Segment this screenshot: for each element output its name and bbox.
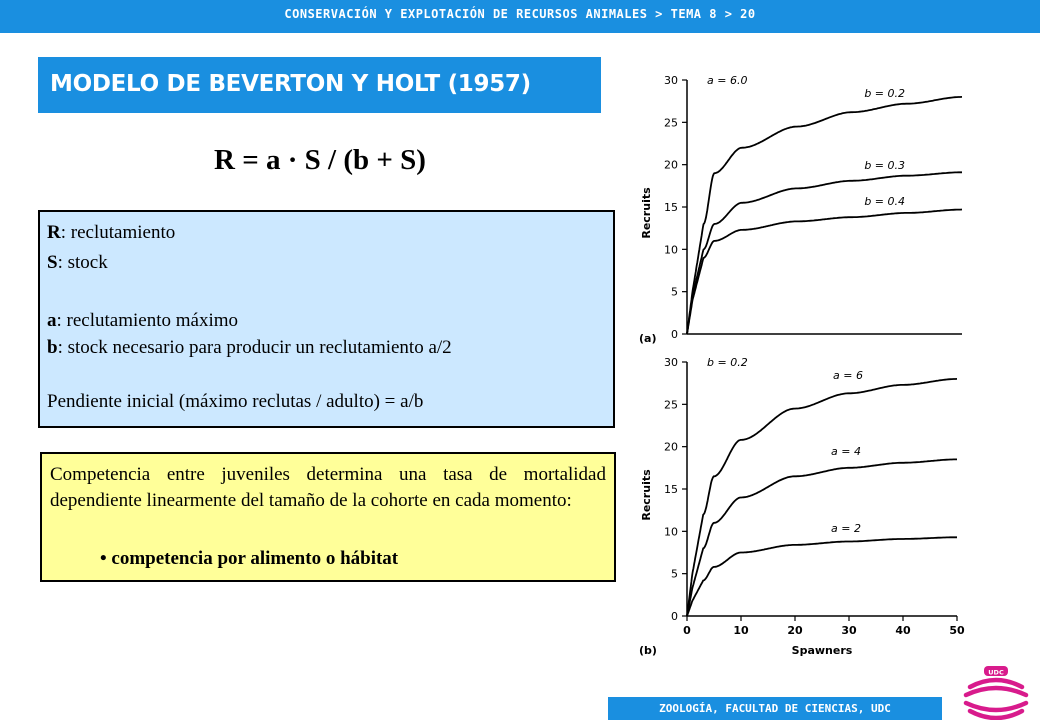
definition-b xyxy=(47,337,452,359)
definition-r-text: : reclutamiento xyxy=(60,222,176,243)
chart-b-ytick-label: 30 xyxy=(664,356,678,369)
chart-b-xtick-label: 20 xyxy=(787,624,803,637)
definition-slope: Pendiente inicial (máximo reclutas / adulto) = a/b xyxy=(47,391,424,412)
chart-a-ytick-label: 5 xyxy=(671,285,678,299)
chart-a-ytick-label: 0 xyxy=(671,328,678,341)
chart-a-ylabel: Recruits xyxy=(640,187,653,239)
definition-r xyxy=(47,222,175,244)
chart-b-xtick-label: 10 xyxy=(733,624,749,637)
chart-b-ylabel: Recruits xyxy=(640,469,653,521)
footer: ZOOLOGÍA, FACULTAD DE CIENCIAS, UDC xyxy=(608,697,942,720)
chart-a-ytick-label: 10 xyxy=(664,243,678,257)
chart-a-ytick-label: 20 xyxy=(664,158,678,172)
chart-b-series-label: a = 2 xyxy=(831,522,861,535)
chart-b-series-label: a = 6 xyxy=(833,369,863,382)
chart-a-series-label: b = 0.3 xyxy=(864,159,905,172)
definition-s-text: : stock xyxy=(57,252,108,273)
chart-b-series-line xyxy=(687,459,957,616)
university-logo xyxy=(960,660,1032,720)
chart-a-ytick-label: 15 xyxy=(664,201,678,214)
chart-b-ytick-label: 25 xyxy=(664,398,678,412)
chart-b-xlabel: Spawners xyxy=(791,644,853,657)
chart-a-series-line xyxy=(687,172,962,334)
definition-a xyxy=(47,310,238,332)
chart-a-panel-label: (a) xyxy=(639,332,657,345)
chart-a-ytick-label: 25 xyxy=(664,116,678,130)
beverton-holt-charts xyxy=(625,58,970,658)
chart-a-series-line xyxy=(687,97,962,334)
symbol-a: a xyxy=(47,310,57,331)
competition-bullet: • competencia por alimento o hábitat xyxy=(100,548,399,569)
title-banner xyxy=(38,57,601,113)
chart-b-ytick-label: 10 xyxy=(664,525,678,539)
chart-a-series-label: b = 0.4 xyxy=(864,195,905,208)
chart-b-xtick-label: 50 xyxy=(949,624,965,637)
definition-b-text: : stock necesario para producir un reclutamiento a/2 xyxy=(57,337,452,358)
definition-s xyxy=(47,252,108,274)
header-breadcrumb: CONSERVACIÓN Y EXPLOTACIÓN DE RECURSOS ANIMALES > TEMA 8 > 20 xyxy=(0,0,1040,33)
chart-b-ytick-label: 15 xyxy=(664,483,678,496)
symbol-r: R xyxy=(47,222,61,243)
chart-b-annotation: b = 0.2 xyxy=(707,356,748,369)
chart-b-xtick-label: 30 xyxy=(841,624,857,637)
competition-box xyxy=(40,452,616,582)
competition-text: Competencia entre juveniles determina una tasa de mortalidad dependiente linearmente del tamaño de la cohorte en cada momento: xyxy=(50,464,606,511)
definitions-box xyxy=(38,210,615,428)
chart-b-xtick-label: 0 xyxy=(683,624,691,637)
symbol-b: b xyxy=(47,337,58,358)
chart-a-series-line xyxy=(687,210,962,335)
chart-b-xtick-label: 40 xyxy=(895,624,911,637)
chart-a-annotation: a = 6.0 xyxy=(707,74,748,87)
chart-b-ytick-label: 20 xyxy=(664,440,678,454)
symbol-s: S xyxy=(47,252,58,273)
chart-b-ytick-label: 0 xyxy=(671,610,678,623)
page-title: MODELO DE BEVERTON Y HOLT (1957) xyxy=(50,71,531,97)
chart-b-series-line xyxy=(687,537,957,616)
definition-a-text: : reclutamiento máximo xyxy=(56,310,239,331)
chart-a-series-label: b = 0.2 xyxy=(864,87,905,100)
chart-b-ytick-label: 5 xyxy=(671,567,678,581)
chart-b-series-label: a = 4 xyxy=(831,445,861,458)
logo-text: UDC xyxy=(988,668,1004,677)
chart-b-panel-label: (b) xyxy=(639,644,657,657)
chart-b-series-line xyxy=(687,379,957,616)
formula: R = a · S / (b + S) xyxy=(214,144,426,176)
chart-a-ytick-label: 30 xyxy=(664,74,678,87)
